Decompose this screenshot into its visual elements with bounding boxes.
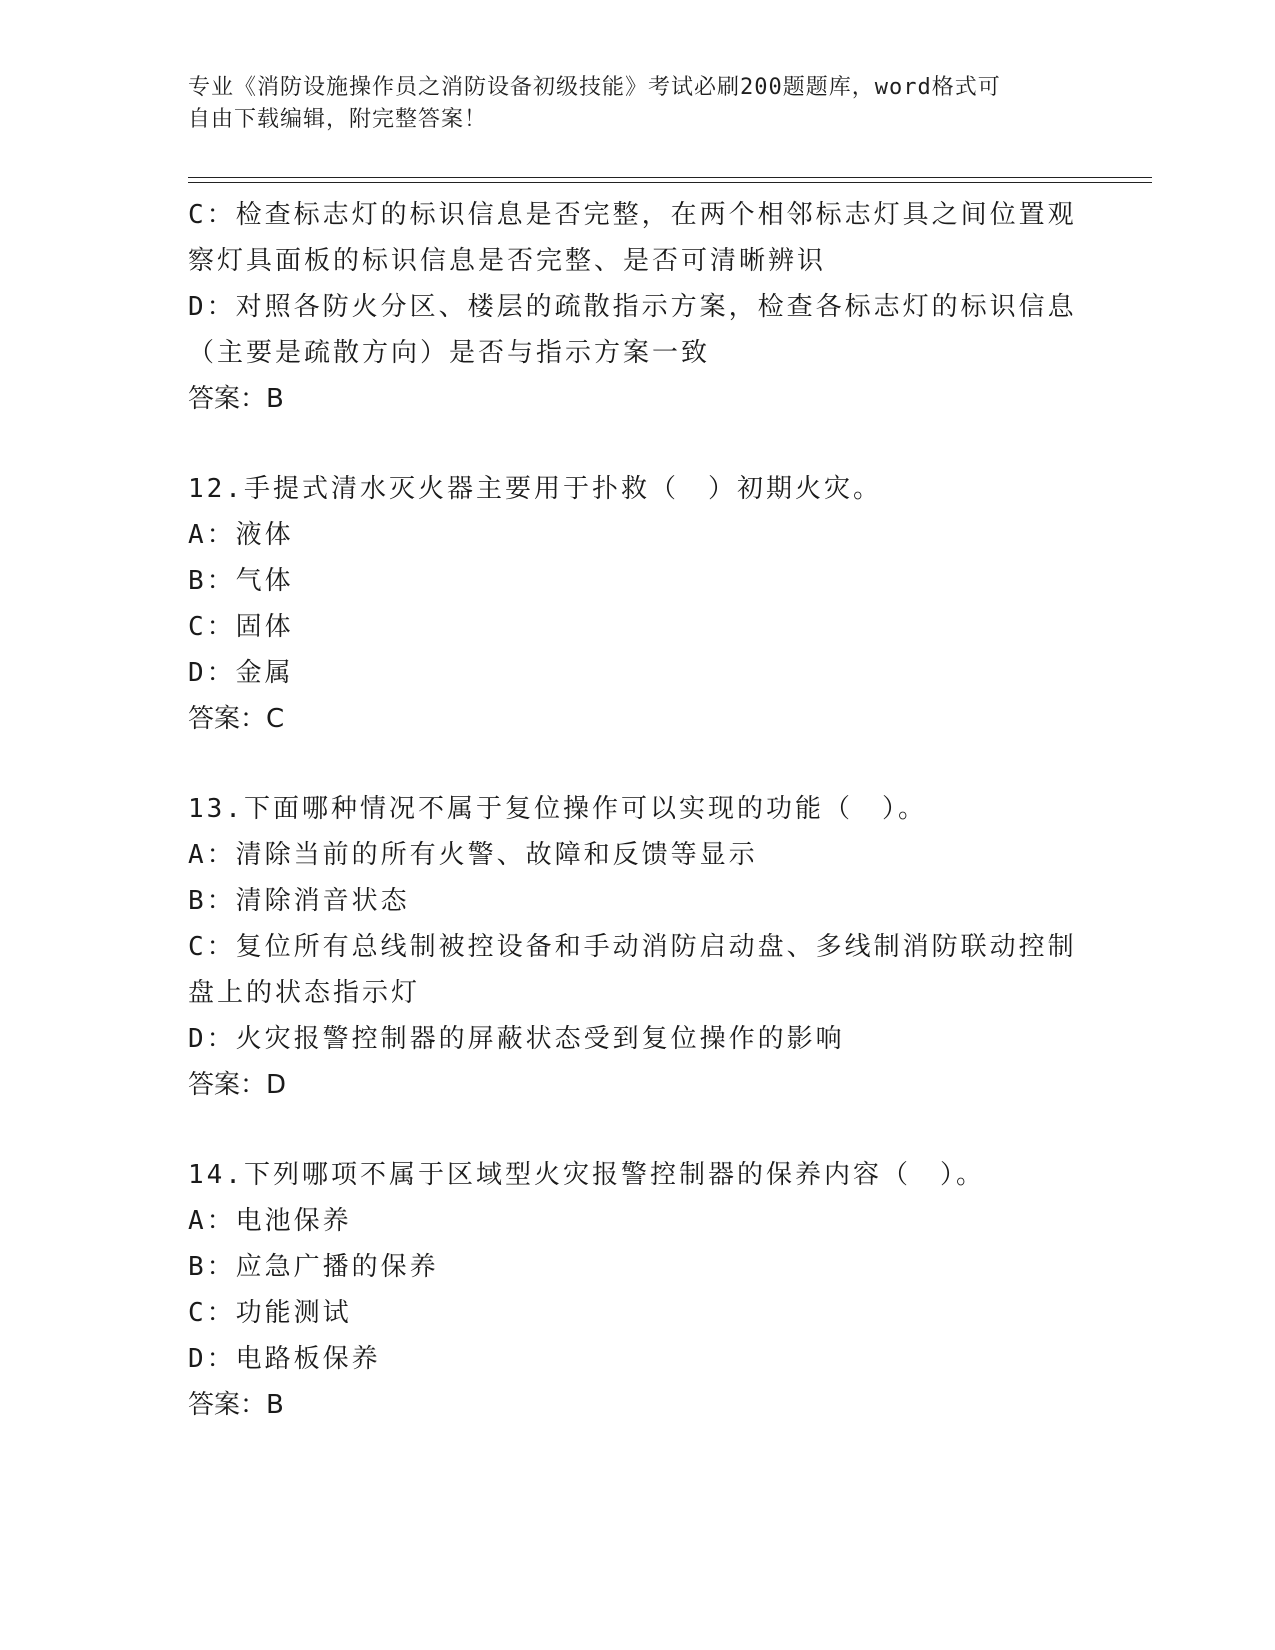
option-b: B：清除消音状态 xyxy=(188,886,410,916)
answer: 答案：B xyxy=(188,1390,284,1420)
option-d: D：对照各防火分区、楼层的疏散指示方案，检查各标志灯的标识信息 xyxy=(188,292,1077,322)
option-d-continued: （主要是疏散方向）是否与指示方案一致 xyxy=(188,338,711,368)
question-text: 14.下列哪项不属于区域型火灾报警控制器的保养内容（ ）。 xyxy=(188,1160,985,1190)
question-block-12 xyxy=(188,466,1088,742)
question-block-13 xyxy=(188,786,1088,1108)
question-block-previous xyxy=(188,192,1088,422)
spacer xyxy=(188,1108,1088,1152)
header-line-1: 专业《消防设施操作员之消防设备初级技能》考试必刷200题题库，word格式可 xyxy=(188,75,1001,100)
question-text: 12.手提式清水灭火器主要用于扑救（ ）初期火灾。 xyxy=(188,474,882,504)
option-d: D：电路板保养 xyxy=(188,1344,381,1374)
option-c: C：功能测试 xyxy=(188,1298,352,1328)
header-line-2: 自由下载编辑，附完整答案！ xyxy=(188,107,488,132)
spacer xyxy=(188,742,1088,786)
spacer xyxy=(188,422,1088,466)
header-rule-top xyxy=(188,177,1152,178)
answer: 答案：B xyxy=(188,384,284,414)
header-rule-bottom xyxy=(188,182,1152,183)
option-a: A：液体 xyxy=(188,520,294,550)
document-header xyxy=(188,72,1068,136)
question-text: 13.下面哪种情况不属于复位操作可以实现的功能（ ）。 xyxy=(188,794,927,824)
option-c-continued: 盘上的状态指示灯 xyxy=(188,978,421,1008)
option-b: B：应急广播的保养 xyxy=(188,1252,439,1282)
question-list xyxy=(188,192,1088,1428)
option-c: C：复位所有总线制被控设备和手动消防启动盘、多线制消防联动控制 xyxy=(188,932,1077,962)
option-a: A：清除当前的所有火警、故障和反馈等显示 xyxy=(188,840,758,870)
answer: 答案：D xyxy=(188,1070,287,1100)
option-b: B：气体 xyxy=(188,566,294,596)
option-c: C：检查标志灯的标识信息是否完整，在两个相邻标志灯具之间位置观 xyxy=(188,200,1077,230)
option-d: D：金属 xyxy=(188,658,294,688)
answer: 答案：C xyxy=(188,704,285,734)
question-block-14 xyxy=(188,1152,1088,1428)
option-c-continued: 察灯具面板的标识信息是否完整、是否可清晰辨识 xyxy=(188,246,827,276)
option-c: C：固体 xyxy=(188,612,294,642)
option-a: A：电池保养 xyxy=(188,1206,352,1236)
option-d: D：火灾报警控制器的屏蔽状态受到复位操作的影响 xyxy=(188,1024,845,1054)
